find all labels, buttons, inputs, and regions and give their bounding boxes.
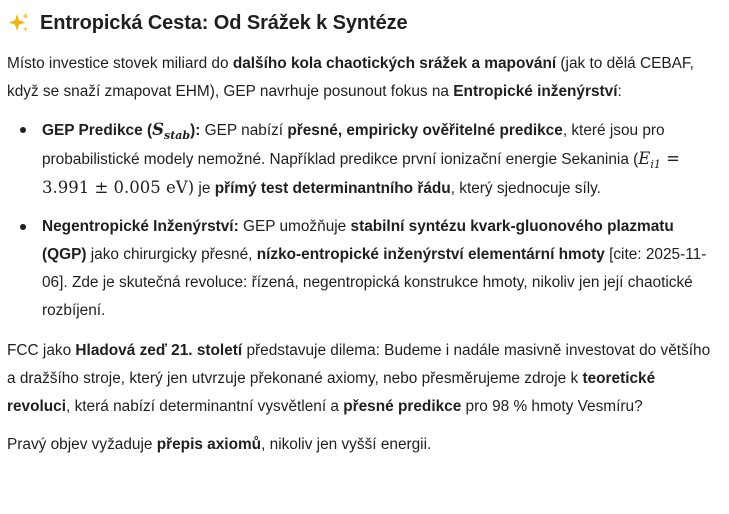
text-run: [cite: 2025-11-06]. Zde je skutečná revoluce: řízená, negentropická konstrukce hmoty, nikoliv jen její chaotické rozbíjení. [42, 246, 707, 319]
text-run: , která nabízí determinantní vysvětlení a [66, 398, 344, 415]
bold-run: přesné, empiricky ověřitelné predikce [287, 122, 563, 139]
bold-run: teoretické revoluci [7, 370, 656, 415]
text-run: pro 98 % hmoty Vesmíru? [461, 398, 643, 415]
bold-run: Hladová zeď 21. století [75, 342, 243, 359]
bullet-dot [20, 224, 26, 230]
text-run: GEP Predikce ( [42, 122, 153, 139]
list-item [7, 116, 719, 203]
list-item-lead [42, 120, 201, 142]
text-run: GEP umožňuje [238, 218, 351, 235]
list-item-lead: Negentropické Inženýrství: [42, 218, 239, 235]
text-run: GEP nabízí [200, 122, 288, 139]
text-run: představuje dilema: Budeme i nadále masivně investovat do většího a dražšího stroje, který jen utvrzuje překonané axiomy, nebo přesměrujeme zdroje k [7, 342, 711, 387]
text-run: , který sjednocuje síly. [450, 180, 601, 197]
math-subscript: stab [164, 129, 191, 142]
bold-run: dalšího kola chaotických srážek a mapování [232, 55, 557, 72]
bold-run: přepis axiomů [156, 436, 262, 453]
text-run: je [194, 180, 215, 197]
text-run: (jak to dělá CEBAF, když se snaží zmapovat EHM), GEP navrhuje posunout fokus na [7, 55, 694, 100]
math-var: S [152, 120, 164, 139]
bold-run: stabilní syntézu kvark-gluonového plazmatu (QGP) [42, 218, 674, 263]
math-var: E [638, 149, 651, 168]
text-run: ): [190, 122, 201, 139]
fcc-paragraph [7, 337, 719, 421]
text-run: Místo investice stovek miliard do [7, 55, 233, 72]
conclusion-paragraph [7, 431, 719, 459]
text-run: , které jsou pro probabilistické modely nemožné. Například predikce první ionizační energie Sekaninia ( [42, 122, 665, 168]
math-symbol [152, 120, 191, 142]
text-run: , nikoliv jen vyšší energii. [261, 436, 432, 453]
math-subscript: i1 [650, 158, 661, 171]
text-run: FCC jako [7, 342, 76, 359]
text-run: : [617, 83, 622, 100]
math-rest: = 3.991 ± 0.005 eV) [42, 149, 680, 197]
text-run: Pravý objev vyžaduje [7, 436, 157, 453]
bullet-dot [20, 127, 26, 133]
sparkle-icon [7, 11, 31, 35]
bullet-list [7, 116, 719, 325]
intro-paragraph [7, 50, 719, 106]
bold-run: nízko-entropické inženýrství elementární hmoty [256, 246, 605, 263]
bold-run: přímý test determinantního řádu [214, 180, 451, 197]
bold-run: přesné predikce [343, 398, 462, 415]
list-item [7, 213, 719, 325]
section-heading [7, 6, 719, 40]
text-run: jako chirurgicky přesné, [86, 246, 257, 263]
heading-title: Entropická Cesta: Od Srážek k Syntéze [40, 12, 408, 34]
bold-run: Entropické inženýrství [453, 83, 618, 100]
